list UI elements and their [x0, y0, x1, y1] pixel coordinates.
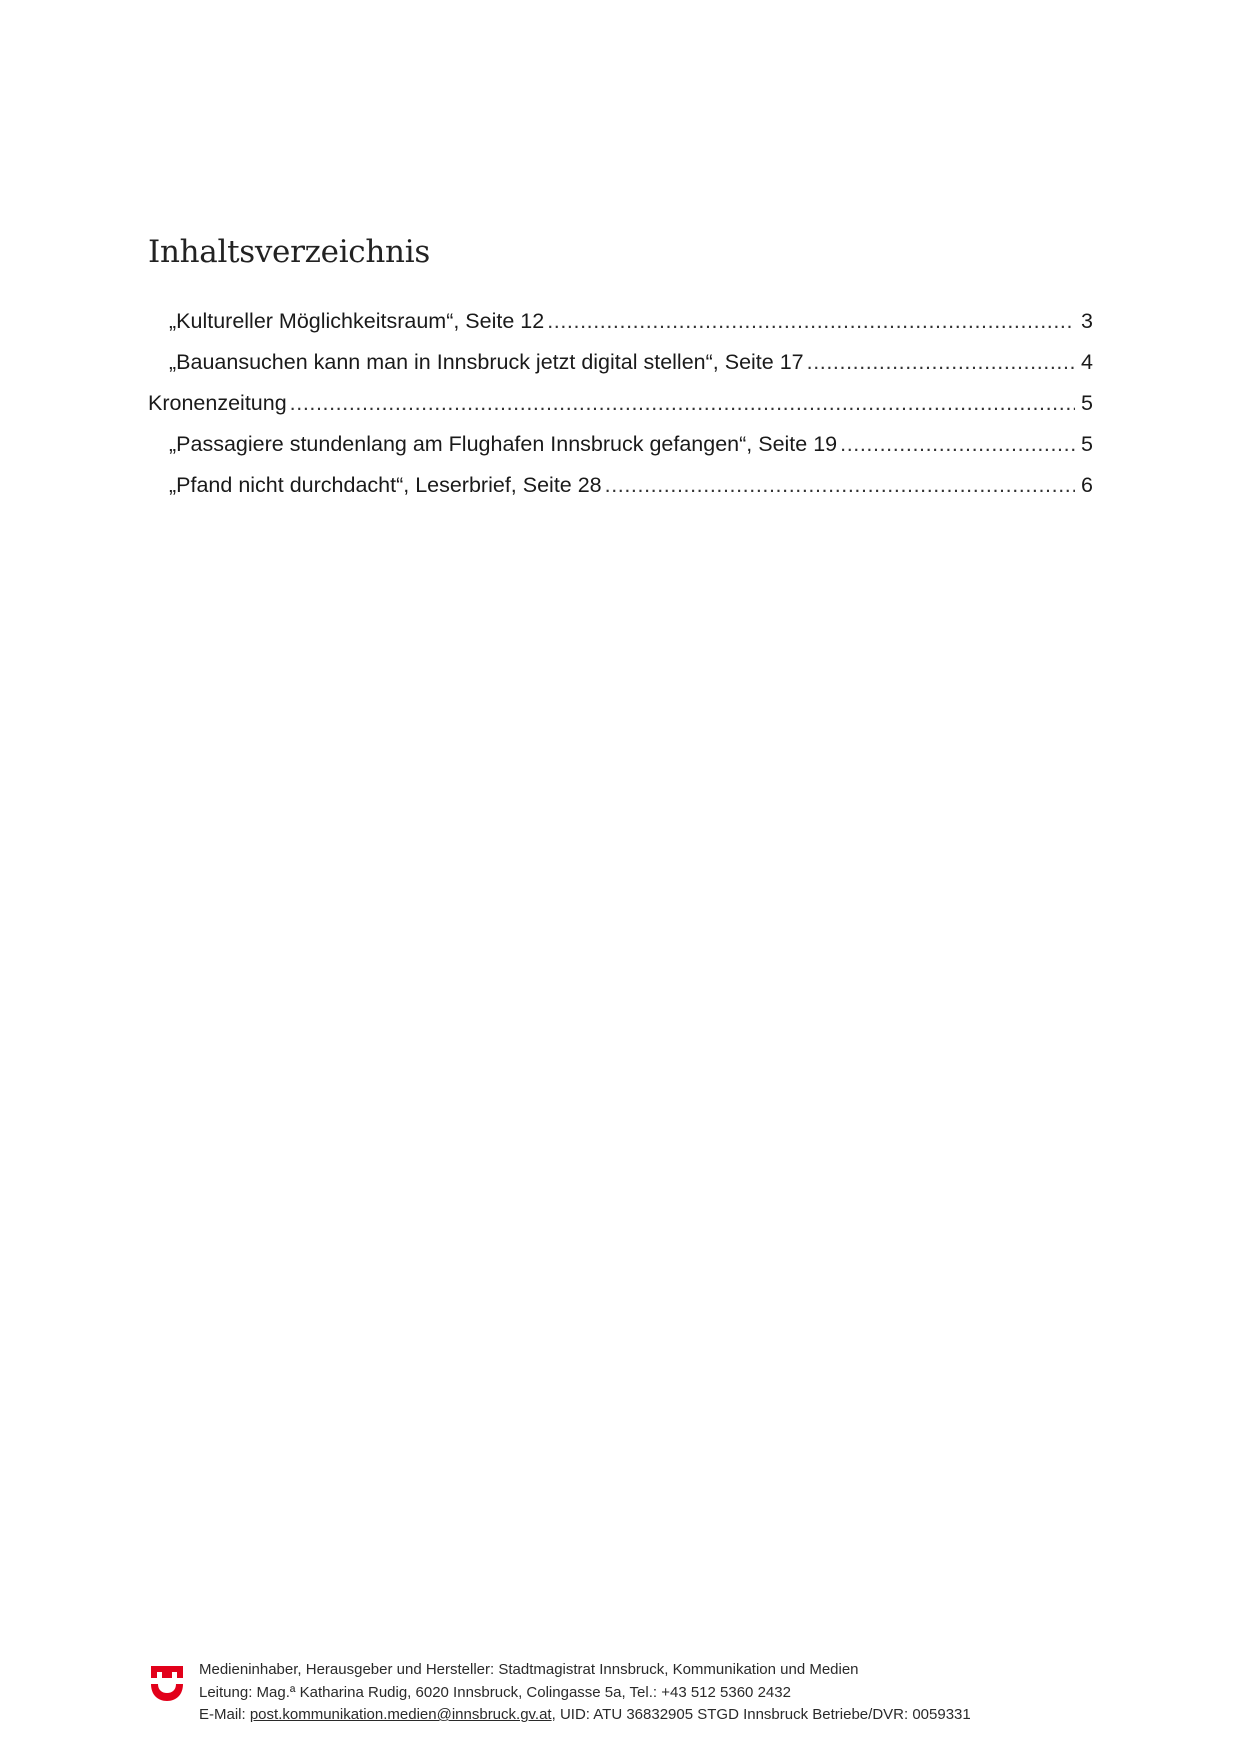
- toc-dot-leader: [605, 470, 1075, 500]
- footer-line-management: Leitung: Mag.ª Katharina Rudig, 6020 Innsbruck, Colingasse 5a, Tel.: +43 512 5360 2432: [199, 1683, 791, 1701]
- page-footer: [150, 1659, 1100, 1729]
- toc-entry-title: „Pfand nicht durchdacht“, Leserbrief, Seite 28: [169, 473, 602, 497]
- toc-dot-leader: [290, 388, 1075, 418]
- toc-entry-title: Kronenzeitung: [148, 391, 287, 415]
- footer-imprint: [199, 1659, 971, 1727]
- toc-dot-leader: [807, 347, 1075, 377]
- innsbruck-city-logo-icon: [150, 1663, 184, 1703]
- toc-entry[interactable]: [148, 470, 1093, 511]
- toc-entry-title: „Kultureller Möglichkeitsraum“, Seite 12: [169, 309, 545, 333]
- toc-entry[interactable]: [148, 347, 1093, 388]
- toc-entry-page: 6: [1081, 473, 1093, 497]
- footer-line-publisher: Medieninhaber, Herausgeber und Hersteller: Stadtmagistrat Innsbruck, Kommunikation und Medien: [199, 1661, 859, 1678]
- toc-entry-title: „Passagiere stundenlang am Flughafen Innsbruck gefangen“, Seite 19: [169, 432, 838, 456]
- table-of-contents: [148, 306, 1093, 511]
- footer-line-ids: , UID: ATU 36832905 STGD Innsbruck Betriebe/DVR: 0059331: [551, 1706, 971, 1723]
- toc-entry-page: 3: [1081, 309, 1093, 333]
- toc-entry-page: 5: [1081, 432, 1093, 456]
- toc-entry-title: „Bauansuchen kann man in Innsbruck jetzt digital stellen“, Seite 17: [169, 350, 804, 374]
- toc-dot-leader: [840, 429, 1075, 459]
- toc-entry[interactable]: [148, 306, 1093, 347]
- toc-dot-leader: [547, 306, 1075, 336]
- footer-email-link[interactable]: post.kommunikation.medien@innsbruck.gv.at: [249, 1706, 552, 1723]
- footer-line-contact: [199, 1704, 971, 1727]
- toc-entry-page: 4: [1081, 350, 1093, 374]
- toc-entry-page: 5: [1081, 391, 1093, 415]
- toc-heading: Inhaltsverzeichnis: [148, 234, 430, 270]
- footer-email-label: E-Mail:: [199, 1706, 250, 1723]
- toc-entry[interactable]: [148, 388, 1093, 429]
- toc-entry[interactable]: [148, 429, 1093, 470]
